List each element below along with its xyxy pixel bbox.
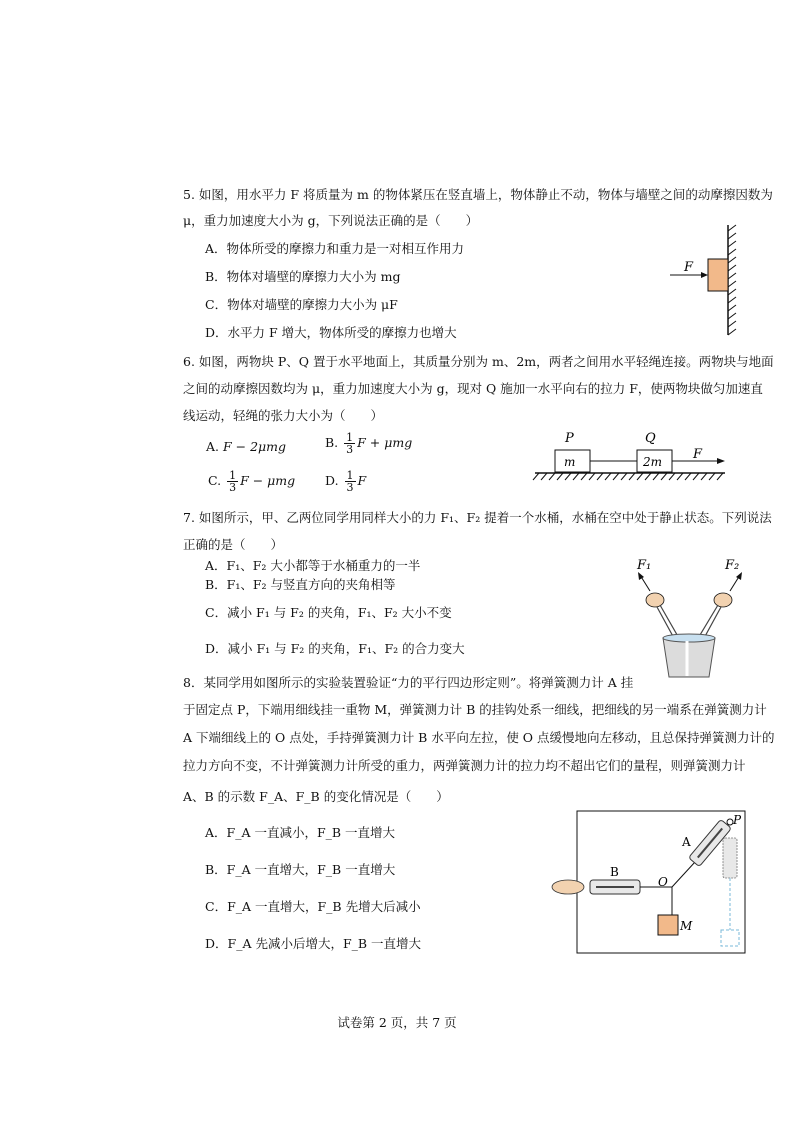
page-footer: 试卷第 2 页，共 7 页: [337, 1015, 457, 1030]
svg-text:Q: Q: [645, 431, 656, 446]
q8-option-d: D．F_A 先减小后增大，F_B 一直增大: [205, 936, 422, 951]
q7-option-b: B．F₁、F₂ 与竖直方向的夹角相等: [205, 577, 396, 592]
q6-option-a: A. F − 2μmg: [206, 439, 287, 454]
q6-option-c: C. $\frac{1}{3}$ F − μmg: [208, 469, 296, 494]
q7-option-d: D．减小 F₁ 与 F₂ 的夹角，F₁、F₂ 的合力变大: [205, 641, 465, 656]
svg-text:A: A: [682, 835, 691, 849]
q8-option-b: B．F_A 一直增大，F_B 一直增大: [205, 862, 396, 877]
svg-text:m: m: [564, 455, 576, 469]
q5-option-c: C．物体对墙壁的摩擦力大小为 μF: [205, 297, 398, 312]
q8-stem-line2: 于固定点 P，下端用细线挂一重物 M，弹簧测力计 B 的挂钩处系一细线，把细线的另一端系在弹簧测力计: [183, 702, 767, 717]
q5-option-d: D．水平力 F 增大，物体所受的摩擦力也增大: [205, 325, 457, 340]
svg-text:M: M: [680, 919, 693, 933]
q5-stem-line1: 5. 如图，用水平力 F 将质量为 m 的物体紧压在竖直墙上，物体静止不动，物体与墙壁之间的动摩擦因数为: [183, 187, 773, 202]
q8-stem-line1: 8．某同学用如图所示的实验装置验证“力的平行四边形定则”。将弹簧测力计 A 挂: [183, 675, 634, 690]
q7-stem-line1: 7. 如图所示，甲、乙两位同学用同样大小的力 F₁、F₂ 提着一个水桶，水桶在空中处于静止状态。下列说法: [183, 510, 772, 525]
q6-figure-two-blocks: [535, 430, 735, 490]
q5-option-b: B．物体对墙壁的摩擦力大小为 mg: [205, 269, 401, 284]
q7-option-a: A．F₁、F₂ 大小都等于水桶重力的一半: [205, 558, 421, 573]
q7-figure-bucket: [625, 555, 755, 685]
q8-figure-spring-scales: [550, 810, 750, 955]
q6-stem-line3: 线运动，轻绳的张力大小为（ ）: [183, 408, 384, 423]
svg-text:O: O: [658, 875, 668, 889]
q8-option-c: C．F_A 一直增大，F_B 先增大后减小: [205, 899, 421, 914]
q5-fig-label-f: F: [684, 260, 694, 275]
q8-stem-line4: 拉力方向不变，不计弹簧测力计所受的重力，两弹簧测力计的拉力均不超出它们的量程，则弹簧测力计: [183, 758, 746, 773]
q6-stem-line1: 6. 如图，两物块 P、Q 置于水平地面上，其质量分别为 m、2m，两者之间用水平轻绳连接。两物块与地面: [183, 354, 774, 369]
q8-stem-line3: A 下端细线上的 O 点处，手持弹簧测力计 B 水平向左拉，使 O 点缓慢地向左移动，且总保持弹簧测力计的: [183, 730, 775, 745]
q5-figure-wall-block: [670, 225, 750, 340]
q6-option-b: B. $\frac{1}{3}$ F + μmg: [325, 431, 413, 456]
svg-text:2m: 2m: [643, 455, 663, 469]
q6-option-d: D. $\frac{1}{3}$ F: [325, 469, 367, 494]
q6-stem-line2: 之间的动摩擦因数均为 μ，重力加速度大小为 g，现对 Q 施加一水平向右的拉力 F，使两物块做匀加速直: [183, 381, 763, 396]
q8-stem-line5: A、B 的示数 F_A、F_B 的变化情况是（ ）: [183, 789, 449, 804]
svg-text:F₁: F₁: [637, 558, 652, 573]
q8-option-a: A．F_A 一直减小，F_B 一直增大: [205, 825, 396, 840]
q5-option-a: A．物体所受的摩擦力和重力是一对相互作用力: [205, 241, 465, 256]
svg-text:F: F: [693, 447, 703, 462]
svg-text:P: P: [565, 431, 574, 446]
q7-option-c: C．减小 F₁ 与 F₂ 的夹角，F₁、F₂ 大小不变: [205, 605, 452, 620]
svg-text:F₂: F₂: [725, 558, 740, 573]
q5-stem-line2: μ，重力加速度大小为 g，下列说法正确的是（ ）: [183, 213, 479, 228]
q7-stem-line2: 正确的是（ ）: [183, 537, 284, 552]
svg-text:B: B: [610, 865, 619, 879]
svg-text:P: P: [733, 813, 742, 827]
